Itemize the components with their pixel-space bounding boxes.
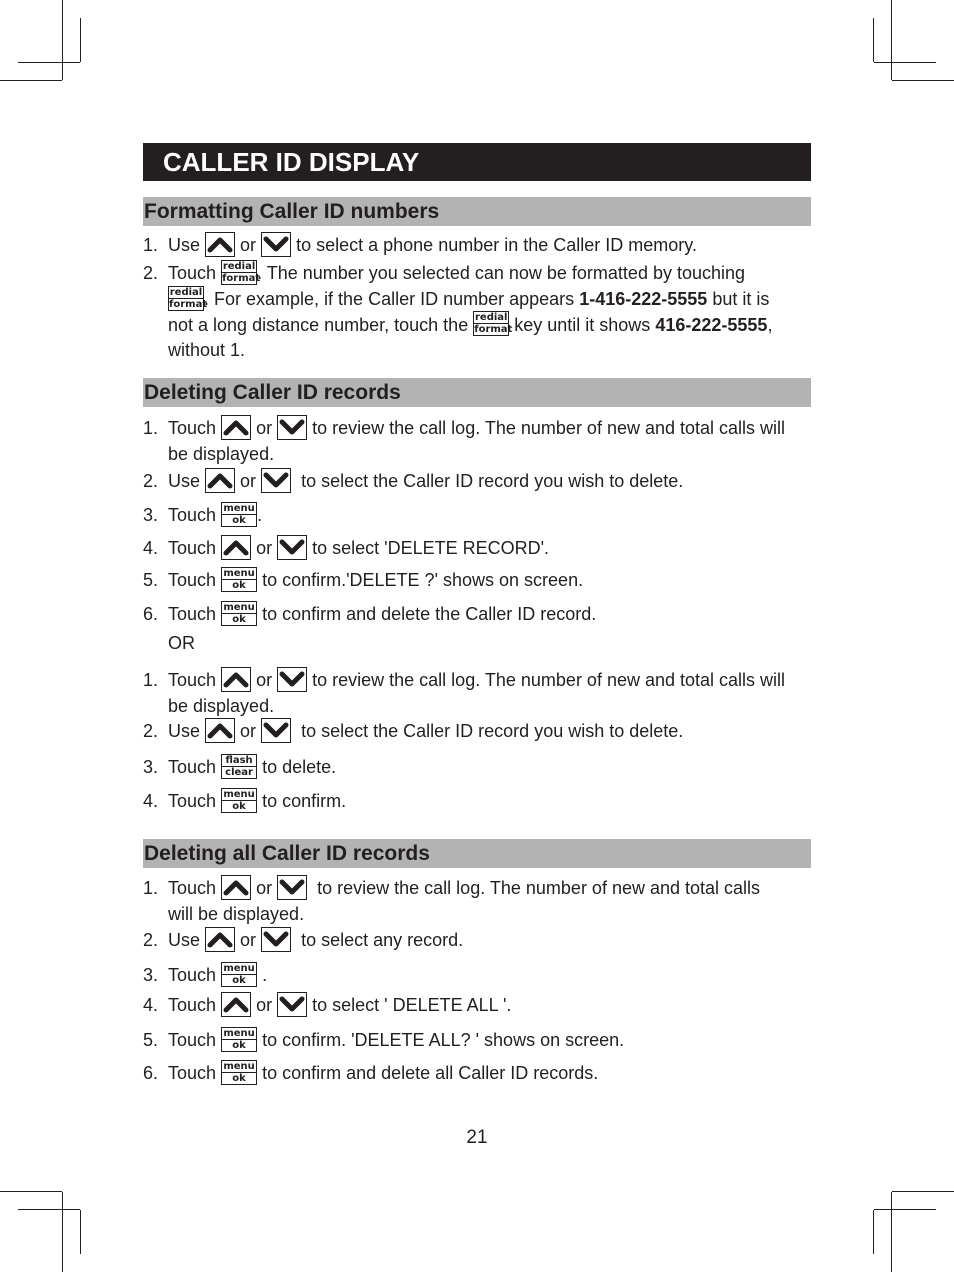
key-label-bottom: format (474, 324, 513, 336)
item-number: 2. (143, 930, 159, 950)
menu-ok-key-icon (221, 502, 257, 527)
up-arrow-icon (221, 535, 251, 560)
crop-mark (873, 18, 874, 62)
item-number: 1. (143, 235, 159, 255)
text: but it is (712, 288, 770, 309)
text: to select ' DELETE ALL '. (312, 995, 512, 1015)
text: , (767, 314, 773, 335)
up-arrow-icon (221, 667, 251, 692)
up-arrow-icon (221, 992, 251, 1017)
text: Touch (168, 604, 217, 624)
key-label-top: menu (223, 1060, 255, 1072)
item-number: 3. (143, 757, 159, 777)
item-number: 3. (143, 965, 159, 985)
text: not a long distance number, touch the (168, 314, 469, 335)
crop-mark (18, 1209, 80, 1210)
text: Touch (168, 570, 217, 590)
text: or (256, 538, 273, 558)
phone-number: 1-416-222-5555 (579, 288, 708, 309)
page-title: CALLER ID DISPLAY (143, 143, 811, 181)
text: to confirm and delete all Caller ID records. (262, 1063, 599, 1083)
crop-mark (62, 1192, 63, 1272)
item-number: 4. (143, 791, 159, 811)
text: . (262, 965, 268, 985)
text: key until it shows (514, 314, 651, 335)
key-label-bottom: clear (225, 766, 253, 778)
redial-format-key-icon (221, 260, 261, 285)
menu-ok-key-icon (221, 567, 257, 592)
text: to select the Caller ID record you wish to delete. (301, 721, 684, 741)
crop-mark (892, 80, 954, 81)
key-label-bottom: format (169, 298, 208, 310)
down-arrow-icon (261, 468, 291, 493)
text: Touch (168, 1030, 217, 1050)
text: . (257, 505, 263, 525)
menu-ok-key-icon (221, 601, 257, 626)
text: Use (168, 235, 201, 255)
key-label-bottom: ok (232, 1039, 246, 1051)
key-label-bottom: ok (232, 1072, 246, 1084)
item-number: 2. (143, 471, 159, 491)
down-arrow-icon (277, 415, 307, 440)
text: Use (168, 721, 201, 741)
key-label-top: menu (223, 962, 255, 974)
up-arrow-icon (221, 415, 251, 440)
down-arrow-icon (277, 875, 307, 900)
item-number: 2. (143, 721, 159, 741)
section-heading-deleting-all: Deleting all Caller ID records (143, 839, 811, 868)
item-number: 2. (143, 263, 159, 283)
text: to delete. (262, 757, 337, 777)
page-number: 21 (466, 1127, 488, 1148)
key-label-top: menu (223, 601, 255, 613)
text: to review the call log. The number of new and total calls (317, 878, 761, 898)
text: or (256, 418, 273, 438)
text: Use (168, 471, 201, 491)
crop-mark (891, 1192, 892, 1272)
text: to select the Caller ID record you wish to delete. (301, 471, 684, 491)
key-label-top: redial (169, 286, 203, 298)
key-label-top: menu (223, 1027, 255, 1039)
text: Touch (168, 965, 217, 985)
menu-ok-key-icon (221, 1027, 257, 1052)
text: will be displayed. (168, 903, 305, 924)
key-label-top: menu (223, 502, 255, 514)
text: or (256, 878, 273, 898)
text: or (240, 235, 257, 255)
item-number: 1. (143, 418, 159, 438)
key-label-bottom: ok (232, 974, 246, 986)
item-number: 3. (143, 505, 159, 525)
redial-format-key-icon (473, 311, 513, 336)
key-label-top: menu (223, 567, 255, 579)
item-number: 6. (143, 1063, 159, 1083)
text: or (240, 471, 257, 491)
item-number: 4. (143, 995, 159, 1015)
down-arrow-icon (261, 718, 291, 743)
down-arrow-icon (277, 535, 307, 560)
text: to review the call log. The number of new and total calls will (312, 670, 786, 690)
text: Touch (168, 995, 217, 1015)
text: to select 'DELETE RECORD'. (312, 538, 550, 558)
crop-mark (874, 62, 936, 63)
crop-mark (80, 1210, 81, 1254)
text: Touch (168, 791, 217, 811)
menu-ok-key-icon (221, 962, 257, 987)
text: be displayed. (168, 695, 275, 716)
crop-mark (80, 18, 81, 62)
text: or (256, 995, 273, 1015)
crop-mark (873, 1210, 874, 1254)
text: to confirm and delete the Caller ID record. (262, 604, 597, 624)
crop-mark (891, 0, 892, 80)
text: or (256, 670, 273, 690)
crop-mark (0, 1191, 62, 1192)
down-arrow-icon (277, 667, 307, 692)
key-label-bottom: format (222, 272, 261, 284)
key-label-top: redial (474, 312, 508, 324)
flash-clear-key-icon (221, 754, 257, 779)
up-arrow-icon (205, 468, 235, 493)
key-label-bottom: ok (232, 800, 246, 812)
text: . The number you selected can now be formatted by touching (257, 263, 746, 283)
text: Touch (168, 757, 217, 777)
text: to confirm. (262, 791, 347, 811)
menu-ok-key-icon (221, 1060, 257, 1085)
text: OR (168, 633, 195, 653)
crop-mark (0, 80, 62, 81)
text: Touch (168, 263, 217, 283)
crop-mark (18, 62, 80, 63)
text: to confirm. 'DELETE ALL? ' shows on screen. (262, 1030, 625, 1050)
key-label-top: flash (222, 755, 256, 767)
section-heading-formatting: Formatting Caller ID numbers (143, 197, 811, 226)
key-label-top: redial (222, 260, 256, 272)
crop-mark (874, 1209, 936, 1210)
text: to confirm.'DELETE ?' shows on screen. (262, 570, 584, 590)
item-number: 4. (143, 538, 159, 558)
text: Touch (168, 878, 217, 898)
text: to review the call log. The number of new and total calls will (312, 418, 786, 438)
up-arrow-icon (205, 232, 235, 257)
text: be displayed. (168, 443, 275, 464)
key-label-bottom: ok (232, 579, 246, 591)
item-number: 6. (143, 604, 159, 624)
menu-ok-key-icon (221, 788, 257, 813)
up-arrow-icon (205, 927, 235, 952)
item-number: 5. (143, 570, 159, 590)
text: Touch (168, 670, 217, 690)
phone-number: 416-222-5555 (655, 314, 768, 335)
crop-mark (892, 1191, 954, 1192)
item-number: 1. (143, 878, 159, 898)
text: or (240, 930, 257, 950)
key-label-bottom: ok (232, 514, 246, 526)
text: to select a phone number in the Caller ID memory. (296, 235, 697, 255)
up-arrow-icon (205, 718, 235, 743)
crop-mark (62, 0, 63, 80)
item-number: 1. (143, 670, 159, 690)
down-arrow-icon (261, 232, 291, 257)
text: Touch (168, 505, 217, 525)
text: to select any record. (301, 930, 464, 950)
down-arrow-icon (277, 992, 307, 1017)
up-arrow-icon (221, 875, 251, 900)
key-label-bottom: ok (232, 613, 246, 625)
section-heading-deleting: Deleting Caller ID records (143, 378, 811, 407)
text: Touch (168, 538, 217, 558)
redial-format-key-icon (168, 286, 208, 311)
text: Touch (168, 1063, 217, 1083)
text: without 1. (168, 340, 246, 361)
down-arrow-icon (261, 927, 291, 952)
key-label-top: menu (223, 788, 255, 800)
item-number: 5. (143, 1030, 159, 1050)
text: or (240, 721, 257, 741)
text: Touch (168, 418, 217, 438)
text: Use (168, 930, 201, 950)
text: . For example, if the Caller ID number appears (204, 288, 575, 309)
